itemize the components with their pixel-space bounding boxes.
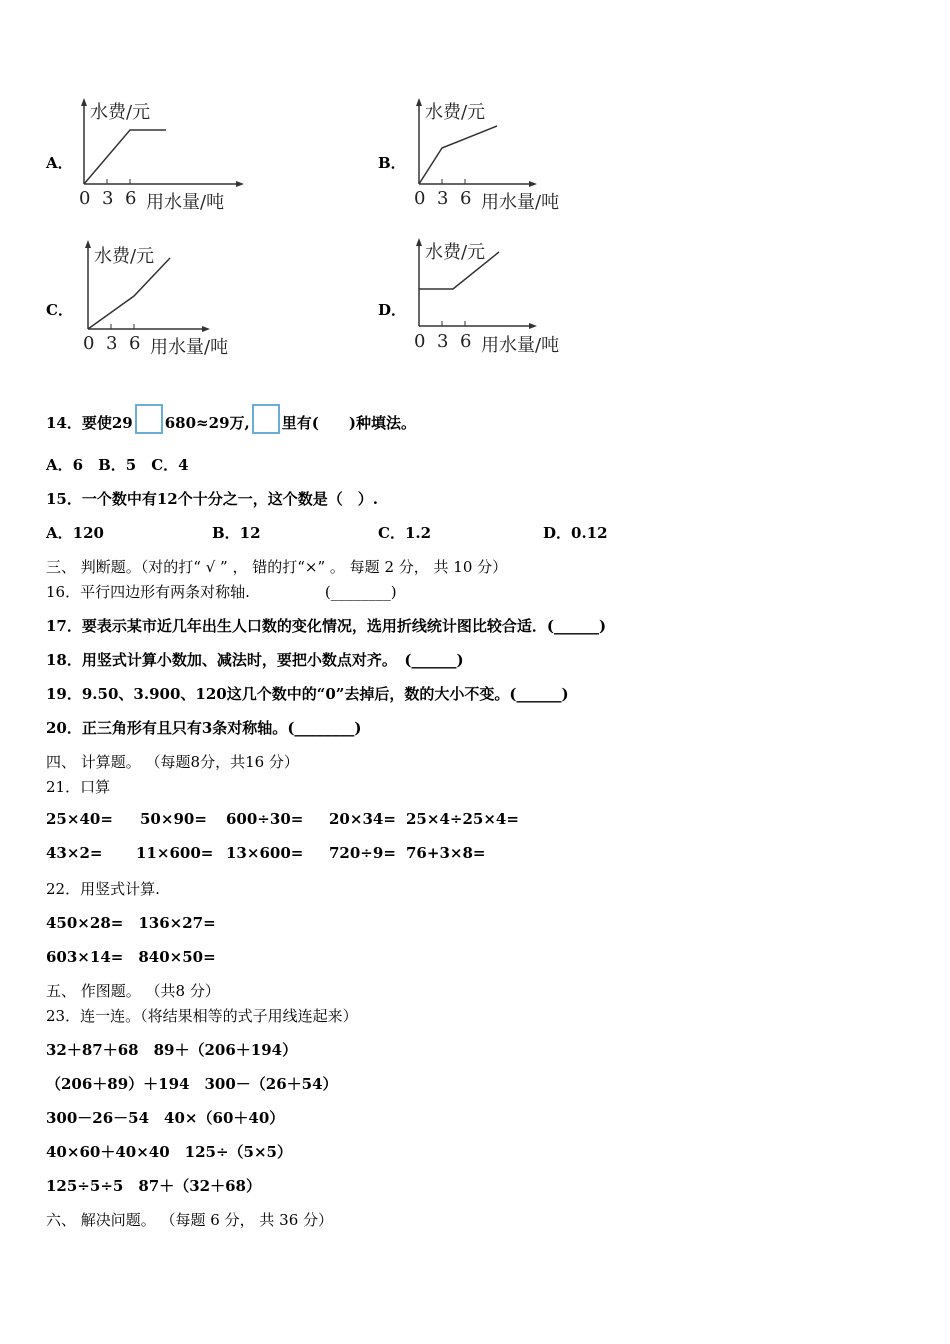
question-15-option-d: D．0.12 (543, 524, 608, 542)
graph-d-y-label: 水费/元 (425, 242, 486, 263)
calc-item: 25×40= (46, 810, 113, 828)
calc-item: 20×34= (329, 810, 396, 828)
question-14 (46, 404, 416, 434)
calc-item: 43×2= (46, 844, 103, 862)
option-b-label: B． (378, 154, 406, 172)
question-15-option-a: A．120 (46, 524, 104, 542)
graph-b-tick-6: 6 (460, 188, 472, 209)
calc-item: 13×600= (226, 844, 304, 862)
question-23: 23．连一连。（将结果相等的式子用线连起来） (46, 1007, 358, 1025)
calc-item: 600÷30= (226, 810, 304, 828)
section-4-title: 四、 计算题。 （每题8分，共16 分） (46, 753, 299, 771)
question-14-part1: 29 (111, 414, 133, 432)
answer-box[interactable] (135, 404, 163, 434)
graph-a-x-label: 用水量/吨 (146, 192, 225, 213)
graph-a-y-label: 水费/元 (90, 102, 151, 123)
graph-c-tick-3: 3 (106, 333, 118, 354)
graph-c-tick-6: 6 (129, 333, 141, 354)
question-16: 16．平行四边形有两条对称轴. (________) (46, 583, 397, 601)
match-line: 40×60＋40×40 125÷（5×5） (46, 1143, 292, 1161)
graph-b-x-label: 用水量/吨 (481, 192, 560, 213)
question-14-part3: 里有( (281, 414, 319, 432)
option-c-label: C． (46, 301, 73, 319)
graph-d-tick-0: 0 (414, 331, 426, 352)
graph-c-tick-0: 0 (83, 333, 95, 354)
graph-d-x-label: 用水量/吨 (481, 335, 560, 356)
graph-a-tick-0: 0 (79, 188, 91, 209)
question-14-part2: 680≈29万, (164, 414, 250, 432)
graph-b-tick-0: 0 (414, 188, 426, 209)
question-22: 22．用竖式计算. (46, 880, 160, 898)
match-line: （206＋89）＋194 300－（26＋54） (46, 1075, 338, 1093)
question-14-part4: )种填法。 (348, 414, 416, 432)
question-14-num: 14．要使 (46, 414, 112, 432)
section-3-title: 三、 判断题。（对的打“ √ ” ， 错的打“×” 。 每题 2 分， 共 10 分） (46, 558, 508, 576)
graph-c-x-label: 用水量/吨 (150, 337, 229, 358)
graph-a-tick-6: 6 (125, 188, 137, 209)
graph-b (405, 96, 595, 216)
question-15-option-b: B．12 (212, 524, 261, 542)
graph-a-tick-3: 3 (102, 188, 114, 209)
calc-item: 50×90= (140, 810, 207, 828)
graph-c (74, 238, 264, 363)
calc-item: 720÷9= (329, 844, 396, 862)
vertical-calc-row-2: 603×14= 840×50= (46, 948, 216, 966)
section-6-title: 六、 解决问题。 （每题 6 分， 共 36 分） (46, 1211, 334, 1229)
graph-d-tick-6: 6 (460, 331, 472, 352)
graph-d (405, 236, 595, 361)
match-line: 32＋87＋68 89＋（206＋194） (46, 1041, 298, 1059)
calc-item: 25×4÷25×4= (406, 810, 519, 828)
answer-box[interactable] (252, 404, 280, 434)
graph-b-tick-3: 3 (437, 188, 449, 209)
question-15-option-c: C．1.2 (378, 524, 432, 542)
option-d-label: D． (378, 301, 407, 319)
graph-a (70, 96, 260, 216)
question-19: 19．9.50、3.900、120这几个数中的“0”去掉后，数的大小不变。(______) (46, 685, 569, 703)
question-17: 17．要表示某市近几年出生人口数的变化情况，选用折线统计图比较合适．(______) (46, 617, 607, 635)
graph-b-y-label: 水费/元 (425, 102, 486, 123)
option-a-label: A． (46, 154, 73, 172)
match-line: 300－26－54 40×（60＋40） (46, 1109, 285, 1127)
question-21: 21．口算 (46, 778, 111, 796)
question-14-answers: A．6 B．5 C．4 (46, 456, 189, 474)
graph-d-tick-3: 3 (437, 331, 449, 352)
vertical-calc-row-1: 450×28= 136×27= (46, 914, 216, 932)
calc-item: 11×600= (136, 844, 214, 862)
question-15: 15．一个数中有12个十分之一，这个数是（ ）. (46, 490, 378, 508)
graph-c-y-label: 水费/元 (94, 246, 155, 267)
section-5-title: 五、 作图题。 （共8 分） (46, 982, 220, 1000)
question-20: 20．正三角形有且只有3条对称轴。(________) (46, 719, 362, 737)
question-18: 18．用竖式计算小数加、减法时，要把小数点对齐。 (______) (46, 651, 464, 669)
match-line: 125÷5÷5 87＋（32＋68） (46, 1177, 261, 1195)
calc-item: 76+3×8= (406, 844, 486, 862)
